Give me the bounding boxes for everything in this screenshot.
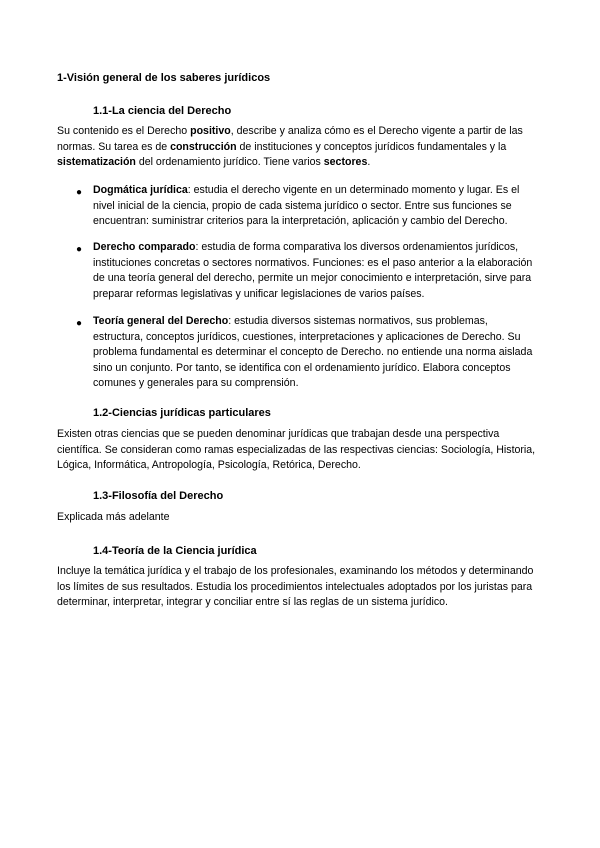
- bullet-item-dogmatica: Dogmática jurídica: estudia el derecho vigente en un determinado momento y lugar. Es el nivel inicial de la ciencia, propio de cada sistema jurídico o sector. Entre sus funciones se encuentran: suministrar criterios para la interpretación, aplicación y cambio del Derecho.: [93, 184, 520, 227]
- paragraph-line: normas. Su tarea es de construcción de instituciones y conceptos jurídicos fundamentales y la: [57, 140, 507, 153]
- bullet-item-derecho-comparado: Derecho comparado: estudia de forma comparativa los diversos ordenamientos jurídicos, instituciones concretas o sectores normativos. Funciones: es el paso anterior a la elaboración de una teoría general del derecho, permite un mejor conocimiento e interpretación, sirve para preparar reformas legislativas y unificar legislaciones de varios países.: [93, 241, 533, 300]
- section-heading-1-4: 1.4-Teoría de la Ciencia jurídica: [93, 545, 257, 557]
- section-heading-1-2: 1.2-Ciencias jurídicas particulares: [93, 407, 271, 419]
- bullet-icon: ●: [76, 187, 83, 198]
- section-1-1-paragraph: [57, 124, 557, 171]
- bullet-icon: ●: [76, 244, 83, 255]
- section-1-2-paragraph: Existen otras ciencias que se pueden denominar jurídicas que trabajan desde una perspectiva científica. Se consideran como ramas especializadas de las respectivas ciencias: Sociología, Historia, Lógica, Informática, Antropología, Psicología, Retórica, Derecho.: [57, 428, 536, 471]
- bullet-icon: ●: [76, 318, 83, 329]
- paragraph-line: sistematización del ordenamiento jurídico. Tiene varios sectores.: [57, 156, 371, 168]
- section-heading-1-3: 1.3-Filosofía del Derecho: [93, 490, 224, 502]
- bullet-item-teoria-general: Teoría general del Derecho: estudia diversos sistemas normativos, sus problemas, estructura, conceptos jurídicos, cuestiones, interpretaciones y aplicaciones de Derecho. Su problema fundamental es determinar el concepto de Derecho. no entiende una norma aislada sino un conjunto. Por tanto, se identifica con el ordenamiento jurídico. Elabora conceptos comunes y generales para su comprensión.: [93, 315, 533, 389]
- section-1-3-paragraph: Explicada más adelante: [57, 511, 170, 523]
- document-title: 1-Visión general de los saberes jurídicos: [57, 72, 271, 84]
- section-heading-1-1: 1.1-La ciencia del Derecho: [93, 105, 232, 117]
- section-1-4-paragraph: Incluye la temática jurídica y el trabajo de los profesionales, examinando los métodos y determinando los límites de sus resultados. Estudia los procedimientos intelectuales adoptados por los juristas para determinar, interpretar, integrar y conciliar entre sí las reglas de un sistema jurídico.: [57, 565, 534, 608]
- paragraph-line: Su contenido es el Derecho positivo, describe y analiza cómo es el Derecho vigente a partir de las: [57, 125, 523, 137]
